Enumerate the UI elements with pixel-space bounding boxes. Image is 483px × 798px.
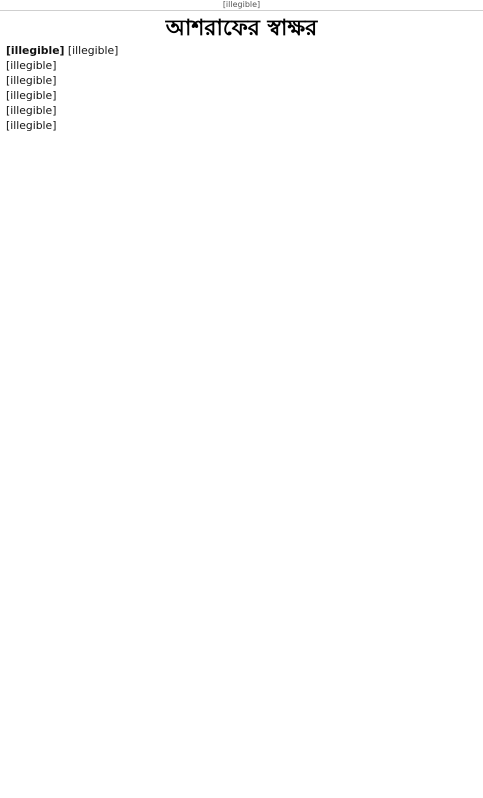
article-body (6, 44, 477, 796)
article-paragraph: [illegible] (6, 103, 57, 117)
article-paragraph: [illegible] (6, 88, 57, 102)
paragraph-text: [illegible] (67, 44, 119, 57)
continuation-label: [illegible] (6, 44, 65, 57)
article-paragraph (6, 44, 477, 59)
page-header-strip (0, 0, 483, 11)
article-paragraph: [illegible] (6, 118, 57, 132)
article-headline: আশরাফের স্বাক্ষর (165, 16, 318, 41)
article-paragraph: [illegible] (6, 73, 57, 87)
article-paragraph: [illegible] (6, 58, 57, 72)
page-header-text: [illegible] (222, 0, 261, 9)
